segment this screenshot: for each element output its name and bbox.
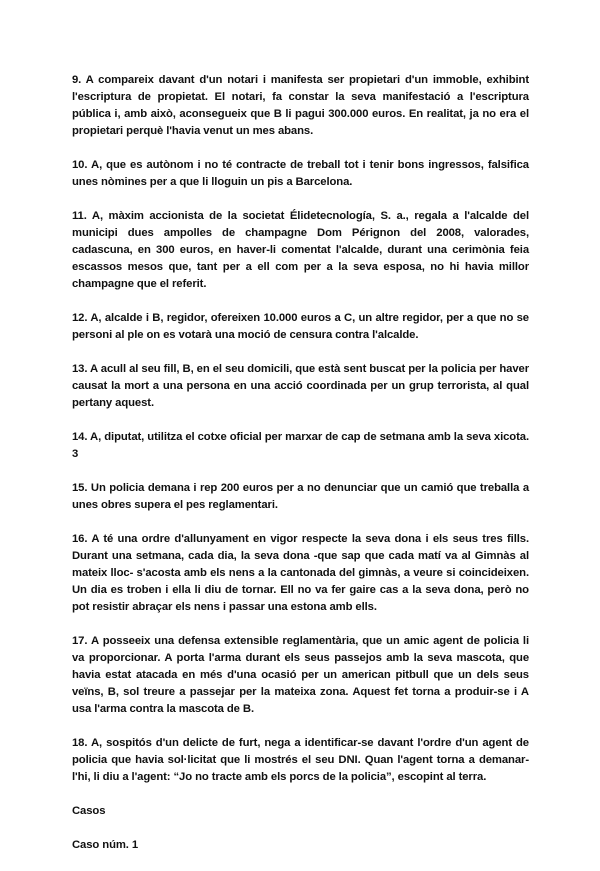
section-heading: Casos: [72, 805, 106, 817]
case-heading: Caso núm. 1: [72, 839, 139, 851]
case-11-paragraph: 11. A, màxim accionista de la societat Élidetecnología, S. a., regala a l'alcalde del municipi dues ampolles de champagne Dom Pérignon del 2008, valorades, cadascuna, en 300 euros, en haver-li comentat l'alcalde, durant una cerimònia feia escassos mesos que, tant per a ell com per a la seva esposa, no hi havia millor champagne que el referit.: [72, 210, 529, 290]
case-18-paragraph: 18. A, sospitós d'un delicte de furt, nega a identificar-se davant l'ordre d'un agent de policia que havia sol·licitat que li mostrés el seu DNI. Quan l'agent torna a demanar-l'hi, li diu a l'agent: “Jo no tracte amb els porcs de la policia”, escopint al terra.: [72, 737, 529, 783]
case-17-paragraph: 17. A posseeix una defensa extensible reglamentària, que un amic agent de policia li va proporcionar. A porta l'arma durant els seus passejos amb la seva mascota, que havia estat atacada en més d'una ocasió per un american pitbull que un dels seus veïns, B, sol treure a passejar per la mateixa zona. Aquest fet torna a produir-se i A usa l'arma contra la mascota de B.: [72, 635, 529, 715]
case-13-paragraph: 13. A acull al seu fill, B, en el seu domicili, que està sent buscat per la policia per haver causat la mort a una persona en una acció coordinada per un grup terrorista, al qual pertany aquest.: [72, 363, 529, 409]
case-14-paragraph: 14. A, diputat, utilitza el cotxe oficial per marxar de cap de setmana amb la seva xicota. 3: [72, 431, 529, 460]
case-10-paragraph: 10. A, que es autònom i no té contracte de treball tot i tenir bons ingressos, falsifica unes nòmines per a que li lloguin un pis a Barcelona.: [72, 159, 529, 188]
document-page: [72, 72, 529, 871]
case-9-paragraph: 9. A compareix davant d'un notari i manifesta ser propietari d'un immoble, exhibint l'escriptura de propietat. El notari, fa constar la seva manifestació a l'escriptura pública i, amb això, aconsegueix que B li pagui 300.000 euros. En realitat, ja no era el propietari perquè l'havia venut un mes abans.: [72, 74, 529, 137]
case-12-paragraph: 12. A, alcalde i B, regidor, ofereixen 10.000 euros a C, un altre regidor, per a que no se personi al ple on es votarà una moció de censura contra l'alcalde.: [72, 312, 529, 341]
case-15-paragraph: 15. Un policia demana i rep 200 euros per a no denunciar que un camió que treballa a unes obres supera el pes reglamentari.: [72, 482, 529, 511]
case-16-paragraph: 16. A té una ordre d'allunyament en vigor respecte la seva dona i els seus tres fills. Durant una setmana, cada dia, la seva dona -que sap que cada matí va al Gimnàs al mateix lloc- s'acosta amb els nens a la cantonada del gimnàs, a veure si coincideixen. Un dia es troben i ella li diu de tornar. Ell no va fer gaire cas a la seva dona, però no pot resistir abraçar els nens i passar una estona amb ells.: [72, 533, 529, 613]
